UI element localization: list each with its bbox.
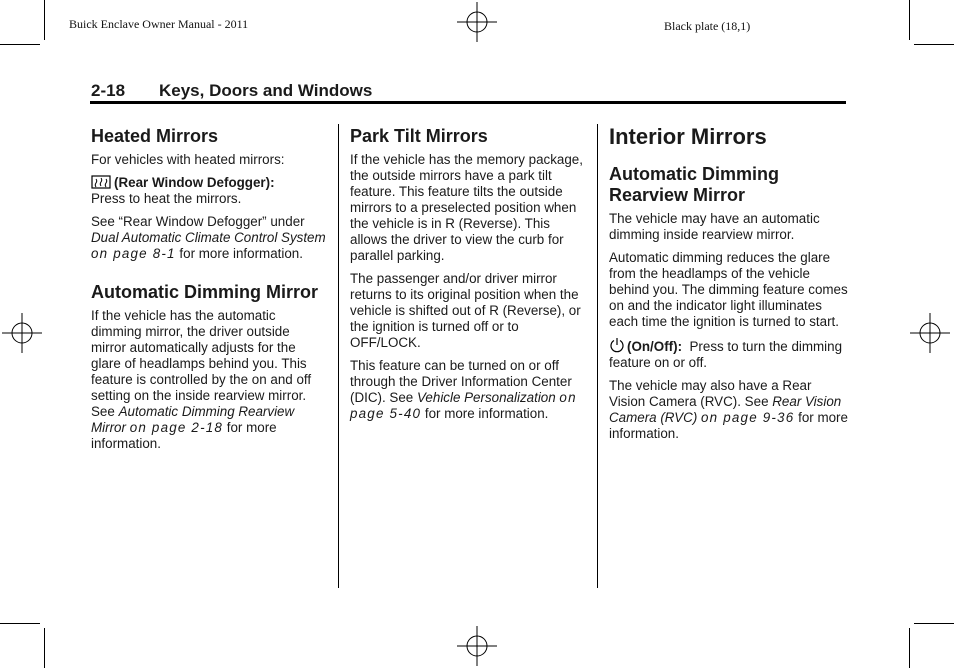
- crop-mark-tl-v: [44, 0, 45, 40]
- column-1: [91, 124, 327, 459]
- rv-p4-prefix: The vehicle may also have a Rear Vision Camera (RVC). See: [609, 378, 812, 409]
- plate-label: Black plate (18,1): [664, 19, 751, 33]
- see-prefix: See “Rear Window Defogger” under: [91, 214, 305, 229]
- onoff-label: (On/Off):: [627, 339, 683, 354]
- crop-mark-tl-h: [0, 44, 40, 45]
- column-divider-2: [597, 124, 598, 588]
- vehicle-personalization-page-ref[interactable]: on page 5-40: [350, 390, 577, 421]
- heated-intro: For vehicles with heated mirrors:: [91, 152, 285, 167]
- heated-mirrors-heading: Heated Mirrors: [91, 126, 219, 146]
- rear-vision-camera-link[interactable]: Rear Vision Camera (RVC): [609, 394, 842, 425]
- park-p3-suffix: for more information.: [424, 406, 549, 421]
- section-heading: [91, 81, 372, 101]
- crop-mark-br-v: [909, 628, 910, 668]
- defogger-label: (Rear Window Defogger):: [114, 175, 275, 190]
- rear-window-defogger-icon: [91, 175, 111, 189]
- page-number: 2-18: [91, 81, 126, 100]
- registration-mark-bottom: [457, 626, 497, 666]
- park-p3-prefix: This feature can be turned on or off through the Driver Information Center (DIC). See: [350, 358, 572, 405]
- autodim-suffix: for more information.: [91, 420, 277, 451]
- climate-control-page-ref[interactable]: on page 8-1: [91, 246, 176, 261]
- rv-p4-suffix: for more information.: [609, 410, 848, 441]
- crop-mark-bl-h: [0, 623, 40, 624]
- rearview-paragraph-4: [609, 378, 849, 442]
- section-title: Keys, Doors and Windows: [159, 81, 373, 100]
- crop-mark-tr-h: [914, 44, 954, 45]
- automatic-dimming-mirror-heading: Automatic Dimming Mirror: [91, 282, 319, 302]
- autodim-text: If the vehicle has the automatic dimming mirror, the driver outside mirror automatically adjusts for the glare of headlamps behind you. This feature is controlled by the on and off setting on the inside rearview mirror. See: [91, 308, 312, 419]
- column-divider-1: [338, 124, 339, 588]
- registration-mark-right: [910, 313, 950, 353]
- onoff-text: Press to turn the dimming feature on or off.: [609, 339, 843, 370]
- autodim-rearview-link[interactable]: Automatic Dimming Rearview Mirror: [91, 404, 295, 435]
- column-2: [350, 124, 586, 429]
- rearview-paragraph-2: Automatic dimming reduces the glare from the headlamps of the vehicle behind you. The dimming feature comes on and the indicator light illuminates each time the ignition is turned to start.: [609, 250, 848, 329]
- crop-mark-tr-v: [909, 0, 910, 40]
- park-tilt-paragraph-1: If the vehicle has the memory package, the outside mirrors have a park tilt feature. This feature tilts the outside mirrors to a preselected position when the vehicle is in R (Reverse). This allows the driver to view the curb for parallel parking.: [350, 152, 583, 263]
- defogger-see-paragraph: [91, 214, 327, 262]
- manual-title: Buick Enclave Owner Manual - 2011: [69, 17, 249, 31]
- defogger-text: Press to heat the mirrors.: [91, 191, 242, 206]
- registration-mark-left: [2, 313, 42, 353]
- autodim-page-ref[interactable]: on page 2-18: [129, 420, 224, 435]
- park-tilt-paragraph-3: [350, 358, 586, 422]
- column-3: [609, 124, 849, 449]
- interior-mirrors-heading: Interior Mirrors: [609, 124, 767, 149]
- rearview-paragraph-1: The vehicle may have an automatic dimming inside rearview mirror.: [609, 211, 820, 242]
- park-tilt-mirrors-heading: Park Tilt Mirrors: [350, 126, 488, 146]
- registration-mark-top: [457, 2, 497, 42]
- power-on-off-icon: [609, 337, 625, 353]
- defogger-paragraph: [91, 175, 327, 207]
- autodim-paragraph: [91, 308, 327, 452]
- climate-control-link[interactable]: Dual Automatic Climate Control System: [91, 230, 326, 245]
- section-rule: [90, 101, 846, 104]
- vehicle-personalization-link[interactable]: Vehicle Personalization: [416, 390, 556, 405]
- rear-vision-camera-page-ref[interactable]: on page 9-36: [701, 410, 795, 425]
- onoff-paragraph: [609, 337, 849, 371]
- park-tilt-paragraph-2: The passenger and/or driver mirror returns to its original position when the vehicle is shifted out of R (Reverse), or the ignition is turned off or to OFF/LOCK.: [350, 271, 581, 350]
- crop-mark-br-h: [914, 623, 954, 624]
- see-suffix: for more information.: [179, 246, 303, 261]
- crop-mark-bl-v: [44, 628, 45, 668]
- automatic-dimming-rearview-heading: Automatic Dimming Rearview Mirror: [609, 164, 780, 205]
